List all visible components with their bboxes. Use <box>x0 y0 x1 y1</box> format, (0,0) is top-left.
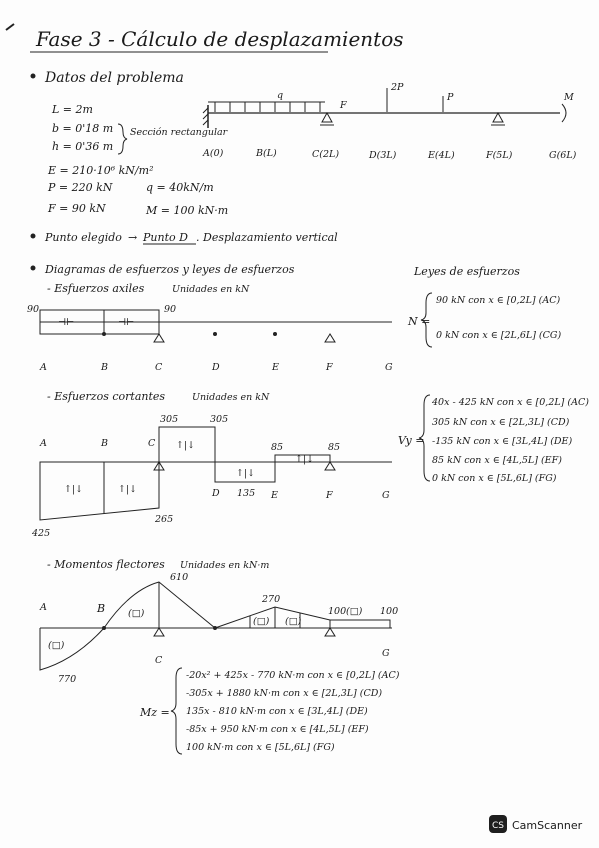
page-title: Fase 3 - Cálculo de desplazamientos <box>36 27 404 51</box>
shear-val-305b: 305 <box>210 414 229 425</box>
axial-symbol-1: ⊣⊢ <box>58 317 75 328</box>
moment-val-100b: 100 <box>380 606 399 617</box>
diagramas-heading: Diagramas de esfuerzos y leyes de esfuerzos <box>45 263 295 276</box>
datos-M: M = 100 kN·m <box>146 204 229 217</box>
datos-b: b = 0'18 m <box>52 122 114 135</box>
axiles-units: Unidades en kN <box>172 284 250 295</box>
beam-sketch <box>202 82 577 161</box>
cortantes-units: Unidades en kN <box>192 392 270 403</box>
datos-E: E = 210·10⁶ kN/m² <box>48 164 154 177</box>
leyes-heading: Leyes de esfuerzos <box>414 265 520 278</box>
point-B: B(L) <box>256 148 277 159</box>
shear-val-135: 135 <box>237 488 256 499</box>
point-E: E(4L) <box>428 150 455 161</box>
shear-law-1: 40x - 425 kN con x ∈ [0,2L] (AC) <box>432 397 589 408</box>
seccion-brace <box>118 124 127 154</box>
shear-sign-5: ↑|↓ <box>295 454 315 465</box>
shear-label-B: B <box>101 438 108 449</box>
moment-law-5: 100 kN·m con x ∈ [5L,6L] (FG) <box>186 742 335 753</box>
axial-label-C: C <box>155 362 163 373</box>
moment-support-C <box>154 628 164 636</box>
datos-F: F = 90 kN <box>48 202 106 215</box>
shear-label-A: A <box>40 438 47 449</box>
axial-val-right: 90 <box>164 304 177 315</box>
axial-law-1: 90 kN con x ∈ [0,2L] (AC) <box>436 295 561 306</box>
camscanner-watermark <box>489 815 583 833</box>
moment-law-symbol: Mz = <box>140 706 170 719</box>
moment-val-610: 610 <box>170 572 189 583</box>
axial-law-symbol: N = <box>408 315 431 328</box>
shear-sign-1: ↑|↓ <box>64 484 84 495</box>
moment-law-brace <box>171 668 182 754</box>
moment-law-3: 135x - 810 kN·m con x ∈ [3L,4L] (DE) <box>186 706 368 717</box>
moment-law-2: -305x + 1880 kN·m con x ∈ [2L,3L] (CD) <box>186 688 383 699</box>
moment-label-A: A <box>40 602 47 613</box>
moment-label-G: G <box>382 648 390 659</box>
load-P-label: P <box>447 92 454 103</box>
punto-text1: Punto elegido <box>45 231 122 244</box>
load-F-label: F <box>340 100 347 111</box>
shear-region-AC <box>40 462 159 520</box>
moment-sign-2: (□) <box>128 608 145 619</box>
point-F: F(5L) <box>486 150 513 161</box>
shear-val-425: 425 <box>32 528 51 539</box>
shear-val-85a: 85 <box>271 442 284 453</box>
load-M-label: M <box>564 92 574 103</box>
shear-label-F: F <box>326 490 333 501</box>
support-C <box>322 113 332 122</box>
datos-L: L = 2m <box>52 103 93 116</box>
moment-val-270: 270 <box>262 594 281 605</box>
moment-support-F <box>325 628 335 636</box>
shear-law-5: 0 kN con x ∈ [5L,6L] (FG) <box>432 473 557 484</box>
moment-M-arrow <box>562 104 566 122</box>
moment-label-C: C <box>155 655 163 666</box>
shear-law-2: 305 kN con x ∈ [2L,3L] (CD) <box>432 417 570 428</box>
moment-diagram <box>39 572 398 685</box>
axial-symbol-2: ⊣⊢ <box>118 317 135 328</box>
shear-diagram <box>31 414 392 539</box>
datos-seccion: Sección rectangular <box>130 127 228 138</box>
point-D: D(3L) <box>369 150 397 161</box>
datos-heading: Datos del problema <box>45 70 184 86</box>
axial-support-C <box>154 334 164 342</box>
punto-arrow: → <box>128 231 138 244</box>
bullet-datos <box>31 74 36 79</box>
corner-mark <box>6 24 14 30</box>
moment-sign-5: (□) <box>346 606 363 617</box>
datos-P: P = 220 kN <box>48 181 113 194</box>
shear-val-265: 265 <box>155 514 174 525</box>
moment-law-1: -20x² + 425x - 770 kN·m con x ∈ [0,2L] (AC) <box>186 670 400 681</box>
camscanner-badge: CS <box>492 821 504 831</box>
axial-label-E: E <box>272 362 279 373</box>
shear-label-E: E <box>271 490 278 501</box>
moment-region-DF <box>215 607 330 628</box>
point-A: A(0) <box>203 148 224 159</box>
bullet-diagramas <box>31 266 36 271</box>
datos-q: q = 40kN/m <box>146 181 214 194</box>
load-2P-label: 2P <box>391 82 404 93</box>
bullet-punto <box>31 234 36 239</box>
moment-law-4: -85x + 950 kN·m con x ∈ [4L,5L] (EF) <box>186 724 369 735</box>
shear-sign-3: ↑|↓ <box>176 440 196 451</box>
moment-region-FG <box>330 620 390 628</box>
shear-label-D: D <box>212 488 220 499</box>
shear-law-3: -135 kN con x ∈ [3L,4L] (DE) <box>432 436 573 447</box>
shear-sign-4: ↑|↓ <box>236 468 256 479</box>
shear-law-brace <box>419 395 430 481</box>
shear-val-85b: 85 <box>328 442 341 453</box>
axial-label-A: A <box>40 362 47 373</box>
shear-val-305a: 305 <box>160 414 179 425</box>
support-F <box>493 113 503 122</box>
shear-support-F <box>325 462 335 470</box>
axial-label-B: B <box>101 362 108 373</box>
shear-sign-2: ↑|↓ <box>118 484 138 495</box>
axiles-heading: - Esfuerzos axiles <box>47 282 145 295</box>
shear-label-G: G <box>382 490 390 501</box>
axial-val-left: 90 <box>27 304 40 315</box>
load-q-label: q <box>277 90 284 101</box>
momentos-units: Unidades en kN·m <box>180 560 270 571</box>
moment-label-B: B <box>97 602 106 615</box>
punto-text3: . Desplazamiento vertical <box>196 231 338 244</box>
datos-h: h = 0'36 m <box>52 140 114 153</box>
axial-law-2: 0 kN con x ∈ [2L,6L] (CG) <box>436 330 562 341</box>
axial-label-F: F <box>326 362 333 373</box>
axial-label-D: D <box>212 362 220 373</box>
shear-label-C: C <box>148 438 156 449</box>
point-G: G(6L) <box>549 150 577 161</box>
shear-law-4: 85 kN con x ∈ [4L,5L] (EF) <box>432 455 562 466</box>
moment-val-100a: 100 <box>328 606 347 617</box>
momentos-heading: - Momentos flectores <box>47 558 165 571</box>
cortantes-heading: - Esfuerzos cortantes <box>47 390 166 403</box>
axial-support-F <box>325 334 335 342</box>
moment-sign-1: (□) <box>48 640 65 651</box>
camscanner-brand: CamScanner <box>512 819 583 832</box>
point-C: C(2L) <box>312 149 340 160</box>
moment-val-770: 770 <box>58 674 77 685</box>
punto-text2: Punto D <box>143 231 188 244</box>
moment-sign-3: (□) <box>253 616 270 627</box>
moment-sign-4: (□) <box>285 616 302 627</box>
axial-diagram <box>27 304 393 373</box>
dist-load-arrows <box>215 102 320 112</box>
beam-point-labels <box>202 148 577 161</box>
axial-label-G: G <box>385 362 393 373</box>
shear-law-symbol: Vy = <box>398 434 425 447</box>
